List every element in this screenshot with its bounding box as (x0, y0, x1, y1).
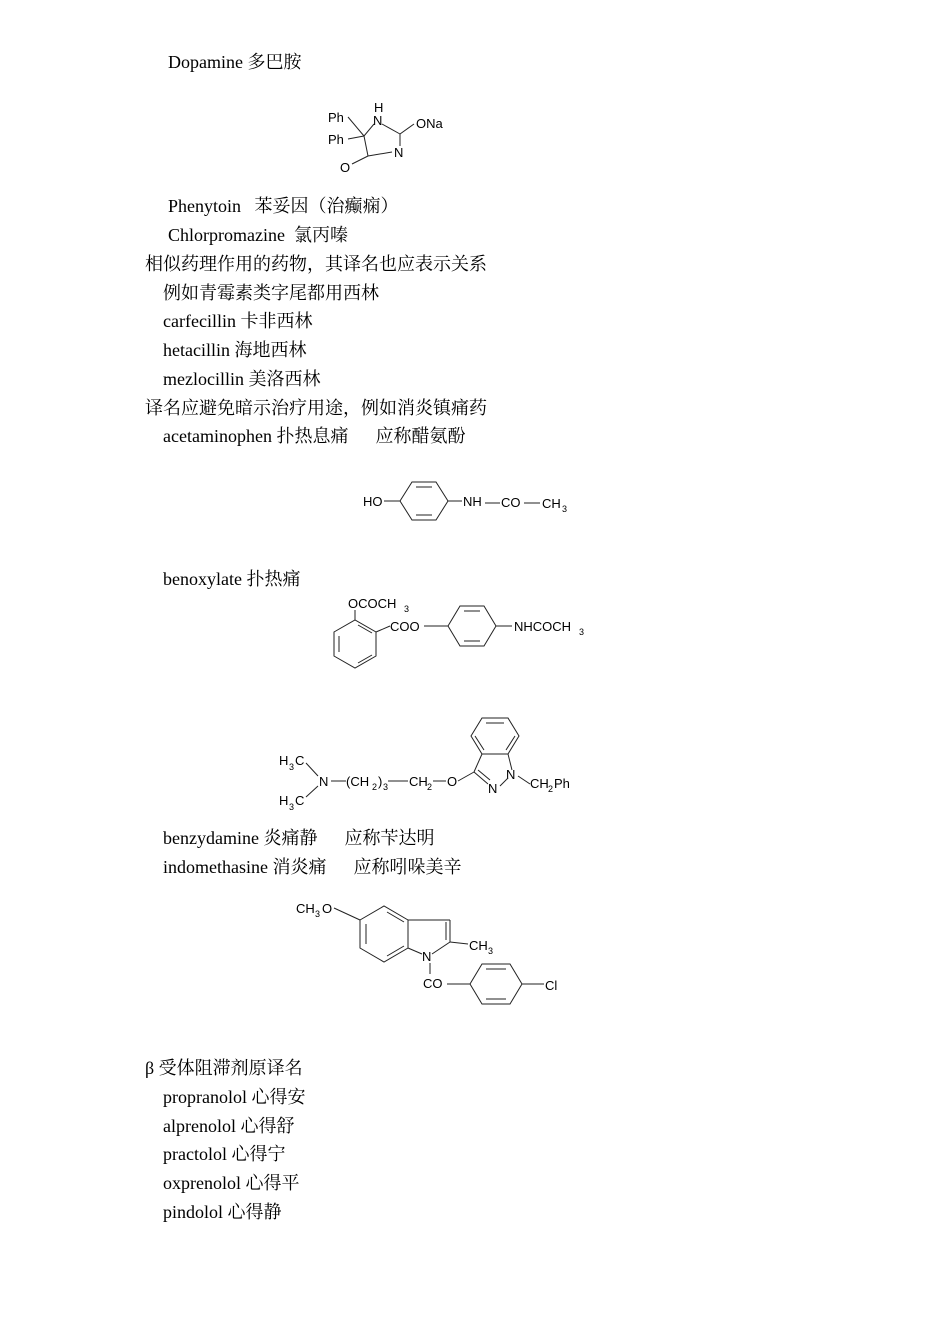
benzydamine-o: O (447, 774, 458, 789)
benzydamine-h-bottom: H (279, 793, 289, 808)
benzydamine-ph: Ph (554, 776, 570, 791)
indomethacin-cl: Cl (545, 978, 558, 993)
phenytoin-o: O (340, 160, 351, 175)
phenytoin-ph1: Ph (328, 110, 344, 125)
phenytoin-ph2: Ph (328, 132, 344, 147)
indomethacin-structure (292, 894, 572, 1016)
benzydamine-sub3-bottom: 3 (289, 802, 295, 812)
line-alprenolol: alprenolol 心得舒 (163, 1116, 295, 1136)
line-pindolol: pindolol 心得静 (163, 1202, 282, 1222)
benoxylate-ococh: OCOCH (348, 596, 397, 611)
phenytoin-n1: N (373, 113, 383, 128)
phenytoin-ona: ONa (416, 116, 443, 131)
benzydamine-n: N (319, 774, 329, 789)
line-dopamine: Dopamine 多巴胺 (168, 52, 302, 72)
line-phenytoin: Phenytoin 苯妥因（治癫痫） (168, 196, 399, 216)
benzydamine-sub2c: 2 (548, 784, 554, 794)
benzydamine-sub2b: 2 (427, 782, 433, 792)
benzydamine-c-top: C (295, 753, 305, 768)
benoxylate-coo: COO (390, 619, 420, 634)
line-propranolol: propranolol 心得安 (163, 1087, 306, 1107)
acetaminophen-ch: CH (542, 496, 561, 511)
line-avoid-heading: 译名应避免暗示治疗用途，例如消炎镇痛药 (145, 398, 487, 418)
line-penicillin-example: 例如青霉素类字尾都用西林 (163, 283, 379, 303)
line-hetacillin: hetacillin 海地西林 (163, 340, 307, 360)
line-carfecillin: carfecillin 卡非西林 (163, 311, 313, 331)
line-benzydamine: benzydamine 炎痛静 应称苄达明 (163, 828, 435, 848)
line-indomethasine: indomethasine 消炎痛 应称吲哚美辛 (163, 857, 462, 877)
acetaminophen-co: CO (501, 495, 521, 510)
line-beta-heading: β 受体阻滞剂原译名 (145, 1058, 303, 1078)
phenytoin-structure (320, 96, 450, 180)
benzydamine-ch-ph: CH (530, 776, 549, 791)
benoxylate-sub3a: 3 (404, 604, 410, 614)
benzydamine-n-ring1: N (488, 781, 498, 796)
indomethacin-sub3b: 3 (488, 946, 494, 956)
phenytoin-h: H (374, 100, 384, 115)
benzydamine-sub3-top: 3 (289, 762, 295, 772)
indomethacin-sub3: 3 (315, 909, 321, 919)
benoxylate-structure (328, 592, 590, 682)
indomethacin-n: N (422, 949, 432, 964)
benzydamine-n-ring2: N (506, 767, 516, 782)
indomethacin-co: CO (423, 976, 443, 991)
benzydamine-structure (276, 708, 576, 814)
acetaminophen-ho: HO (363, 494, 383, 509)
benzydamine-sub2a: 2 (372, 782, 378, 792)
benzydamine-ch: CH (409, 774, 428, 789)
line-acetaminophen: acetaminophen 扑热息痛 应称醋氨酚 (163, 426, 466, 446)
line-oxprenolol: oxprenolol 心得平 (163, 1173, 300, 1193)
line-practolol: practolol 心得宁 (163, 1144, 286, 1164)
line-benoxylate: benoxylate 扑热痛 (163, 569, 301, 589)
benzydamine-c-bottom: C (295, 793, 305, 808)
benzydamine-close: ) (378, 774, 383, 789)
benzydamine-sub3n: 3 (383, 782, 389, 792)
phenytoin-n2: N (394, 145, 404, 160)
benzydamine-h-top: H (279, 753, 289, 768)
benoxylate-sub3b: 3 (579, 627, 585, 637)
acetaminophen-structure (360, 476, 575, 526)
acetaminophen-sub3: 3 (562, 504, 568, 514)
indomethacin-o: O (322, 901, 333, 916)
line-similar-heading: 相似药理作用的药物，其译名也应表示关系 (145, 254, 487, 274)
benoxylate-nhcoch: NHCOCH (514, 619, 572, 634)
acetaminophen-nh: NH (463, 494, 482, 509)
line-chlorpromazine: Chlorpromazine 氯丙嗪 (168, 225, 348, 245)
indomethacin-ch3: CH (469, 938, 488, 953)
indomethacin-ch: CH (296, 901, 315, 916)
benzydamine-ch2-open: (CH (346, 774, 370, 789)
line-mezlocillin: mezlocillin 美洛西林 (163, 369, 321, 389)
